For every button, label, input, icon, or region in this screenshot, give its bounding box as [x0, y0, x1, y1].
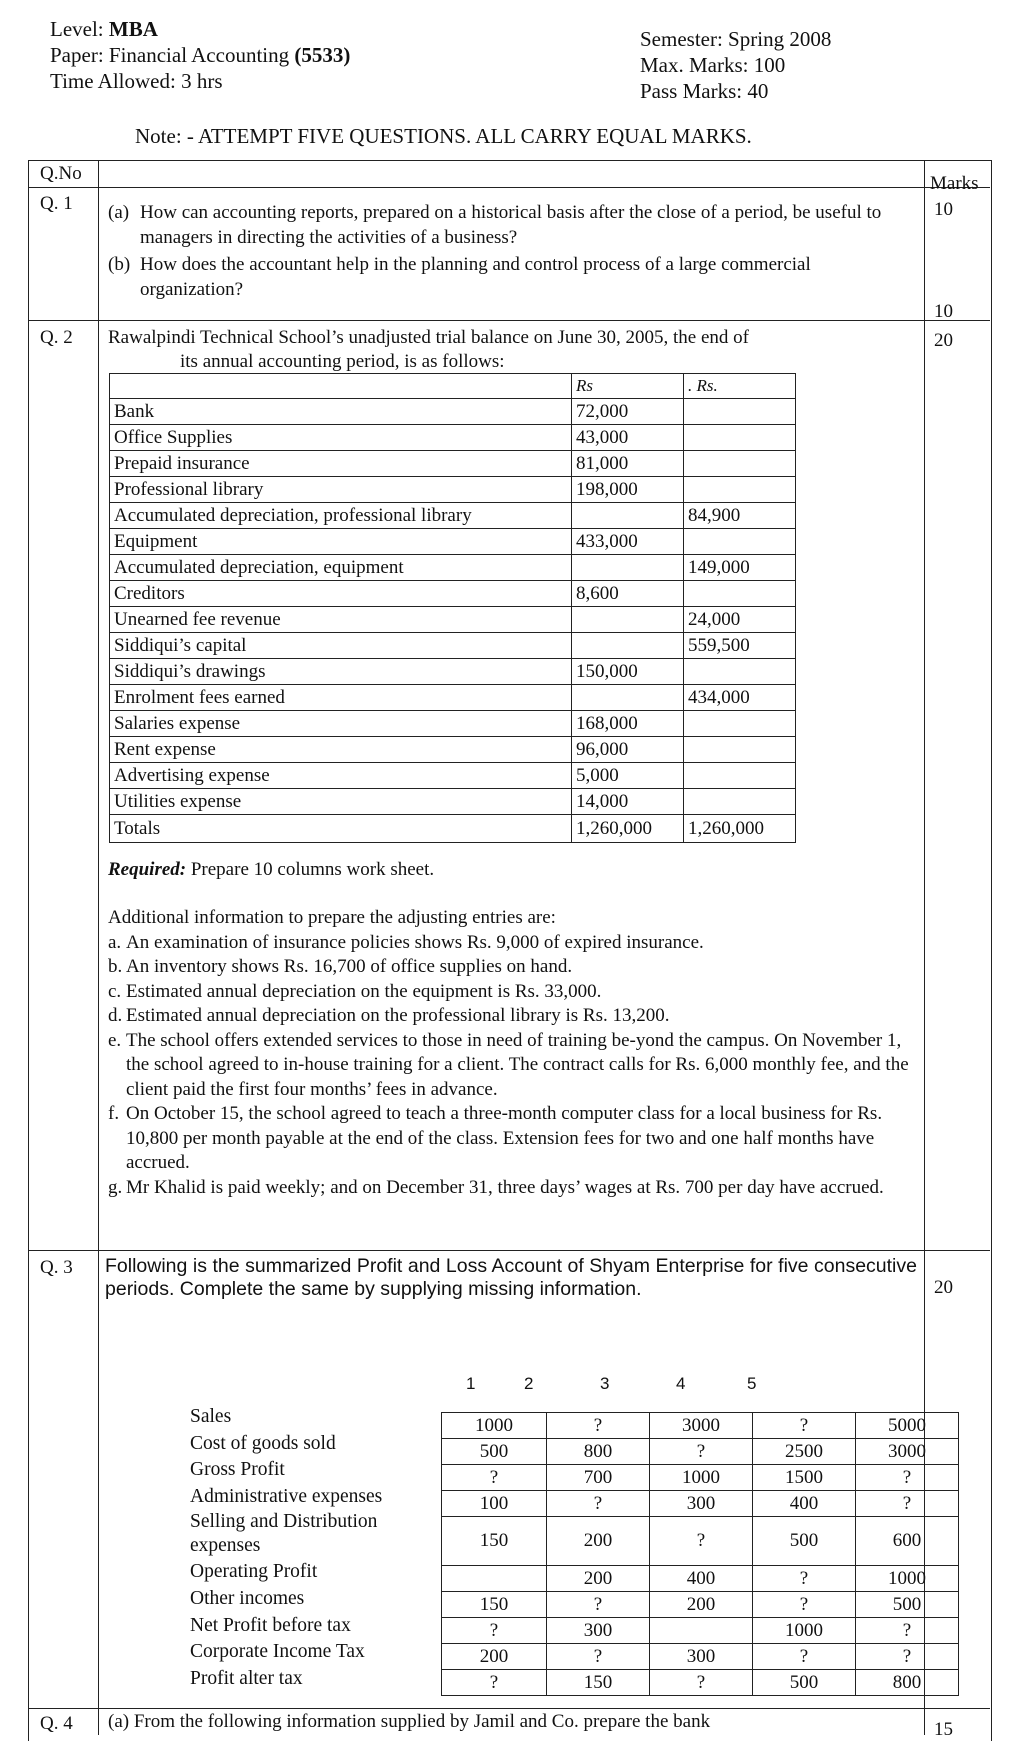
pl-cell: 5000 [856, 1413, 959, 1439]
pl-cell: 1000 [753, 1618, 856, 1644]
q1-marks-b: 10 [934, 301, 953, 322]
adjustment-item: a. An examination of insurance policies shows Rs. 9,000 of expired insurance. [108, 931, 704, 953]
pl-row [442, 1592, 959, 1618]
account-name: Utilities expense [110, 789, 572, 815]
adjustment-item: e. The school offers extended services to those in need of training be-yond the campus. On November 1, the school agreed to in-house training for a client. The contract calls for Rs. 6,000 monthly fee, and the client paid the first four months’ fees in advance. [108, 1029, 909, 1100]
pl-cell: ? [856, 1644, 959, 1670]
credit-amount [684, 425, 796, 451]
account-name: Creditors [110, 581, 572, 607]
credit-amount: 149,000 [684, 555, 796, 581]
trial-balance-row [110, 581, 796, 607]
pl-cell: ? [442, 1670, 547, 1696]
pl-cell: 150 [442, 1592, 547, 1618]
q1-item-a: (a) How can accounting reports, prepared on a historical basis after the close of a period, be useful to managers in directing the activities of a business? [108, 202, 882, 248]
credit-amount: 434,000 [684, 685, 796, 711]
account-name: Enrolment fees earned [110, 685, 572, 711]
pl-cell: 700 [547, 1465, 650, 1491]
paper-code: (5533) [294, 43, 351, 67]
debit-amount: 433,000 [572, 529, 684, 555]
pl-cell: 200 [442, 1644, 547, 1670]
pl-cell: 100 [442, 1491, 547, 1517]
account-name: Siddiqui’s drawings [110, 659, 572, 685]
credit-amount [684, 789, 796, 815]
pl-row-label: Selling and Distribution expenses [190, 1511, 378, 1557]
q2-marks: 20 [934, 330, 953, 351]
paper-header-left [50, 16, 350, 94]
pl-cell: ? [856, 1465, 959, 1491]
qno-divider [98, 160, 99, 1735]
pl-row-label: Profit alter tax [190, 1667, 303, 1689]
pl-row [442, 1670, 959, 1696]
account-name: Siddiqui’s capital [110, 633, 572, 659]
credit-amount [684, 529, 796, 555]
pl-row [442, 1439, 959, 1465]
marks-header: Marks [930, 173, 979, 194]
credit-amount [684, 581, 796, 607]
debit-amount: 14,000 [572, 789, 684, 815]
pl-row-label: Operating Profit [190, 1561, 318, 1583]
pl-cell: 3000 [856, 1439, 959, 1465]
credit-amount [684, 763, 796, 789]
trial-balance-totals [110, 815, 796, 843]
pl-cell: 3000 [650, 1413, 753, 1439]
pl-cell: ? [547, 1644, 650, 1670]
adjustment-item: g. Mr Khalid is paid weekly; and on December 31, three days’ wages at Rs. 700 per day have accrued. [108, 1176, 884, 1198]
pl-row [442, 1491, 959, 1517]
q1-item-b: (b) How does the accountant help in the planning and control process of a large commercial organization? [108, 254, 811, 300]
pl-row [442, 1517, 959, 1566]
pl-cell: 500 [753, 1670, 856, 1696]
pl-row [442, 1644, 959, 1670]
credit-amount [684, 451, 796, 477]
account-name: Rent expense [110, 737, 572, 763]
pl-cell: 600 [856, 1517, 959, 1566]
pl-cell: ? [442, 1618, 547, 1644]
debit-total: 1,260,000 [572, 815, 684, 843]
pl-cell: ? [753, 1566, 856, 1592]
credit-amount [684, 711, 796, 737]
trial-balance-header [110, 374, 796, 399]
credit-total: 1,260,000 [684, 815, 796, 843]
adjustment-item: f. On October 15, the school agreed to teach a three-month computer class for a local business for Rs. 10,800 per month payable at the end of the class. Extension fees for two and one half months have accrued. [108, 1103, 883, 1173]
pl-cell: 1000 [856, 1566, 959, 1592]
debit-amount [572, 503, 684, 529]
pl-cell: 150 [547, 1670, 650, 1696]
credit-header: . Rs. [684, 374, 796, 399]
q3-intro: Following is the summarized Profit and Loss Account of Shyam Enterprise for five consecutive periods. Complete the same by supplying missing information. [105, 1255, 917, 1300]
pl-cell: ? [753, 1413, 856, 1439]
trial-balance-row [110, 789, 796, 815]
pl-row [442, 1413, 959, 1439]
pl-cell: 500 [442, 1439, 547, 1465]
pl-cell: ? [753, 1644, 856, 1670]
pl-row [442, 1618, 959, 1644]
period-header: 2 [524, 1374, 534, 1393]
time-allowed: Time Allowed: 3 hrs [50, 69, 223, 93]
trial-balance-row [110, 477, 796, 503]
profit-loss-table [441, 1412, 959, 1696]
pl-row-labels [190, 1404, 430, 1692]
period-header: 5 [747, 1374, 757, 1393]
pl-cell: ? [856, 1618, 959, 1644]
pl-cell: ? [442, 1465, 547, 1491]
pl-cell: 150 [442, 1517, 547, 1566]
q4-marks: 15 [934, 1719, 953, 1740]
debit-amount: 5,000 [572, 763, 684, 789]
credit-amount: 84,900 [684, 503, 796, 529]
debit-amount: 8,600 [572, 581, 684, 607]
qno-header: Q.No [40, 163, 82, 184]
trial-balance-row [110, 503, 796, 529]
account-name: Accumulated depreciation, professional library [110, 503, 572, 529]
account-name: Bank [110, 399, 572, 425]
pl-cell: ? [650, 1670, 753, 1696]
debit-amount: 198,000 [572, 477, 684, 503]
account-name: Prepaid insurance [110, 451, 572, 477]
q1-divider [28, 320, 990, 321]
debit-amount [572, 555, 684, 581]
q2-number: Q. 2 [40, 327, 73, 348]
adjustment-item: c. Estimated annual depreciation on the equipment is Rs. 33,000. [108, 980, 602, 1002]
trial-balance-row [110, 555, 796, 581]
q1-marks-a: 10 [934, 199, 953, 220]
account-name: Equipment [110, 529, 572, 555]
pl-cell: ? [547, 1592, 650, 1618]
account-name: Salaries expense [110, 711, 572, 737]
credit-amount: 24,000 [684, 607, 796, 633]
q1-items [108, 200, 918, 304]
credit-amount [684, 399, 796, 425]
period-header: 3 [600, 1374, 610, 1393]
q1-number: Q. 1 [40, 193, 73, 214]
adjustment-item: b. An inventory shows Rs. 16,700 of office supplies on hand. [108, 956, 573, 977]
pl-row [442, 1465, 959, 1491]
level-line: Level: MBA [50, 17, 158, 41]
debit-amount [572, 633, 684, 659]
pl-cell: 1000 [650, 1465, 753, 1491]
max-marks: Max. Marks: 100 [640, 53, 786, 77]
pl-cell: 500 [753, 1517, 856, 1566]
q3-divider [28, 1708, 990, 1709]
level-value: MBA [108, 17, 158, 41]
trial-balance-row [110, 711, 796, 737]
trial-balance-row [110, 633, 796, 659]
pl-cell: 400 [650, 1566, 753, 1592]
account-name: Office Supplies [110, 425, 572, 451]
q2-intro: Rawalpindi Technical School’s unadjusted trial balance on June 30, 2005, the end of its annual accounting period, is as follows: [108, 327, 749, 372]
pl-cell: ? [856, 1491, 959, 1517]
adjustment-item: d. Estimated annual depreciation on the professional library is Rs. 13,200. [108, 1005, 670, 1026]
trial-balance-row [110, 659, 796, 685]
trial-balance-row [110, 529, 796, 555]
debit-amount: 81,000 [572, 451, 684, 477]
debit-amount: 150,000 [572, 659, 684, 685]
pass-marks: Pass Marks: 40 [640, 79, 769, 103]
pl-row [442, 1566, 959, 1592]
account-name: Professional library [110, 477, 572, 503]
period-header: 4 [676, 1374, 686, 1393]
pl-cell: 200 [547, 1566, 650, 1592]
pl-cell: 800 [856, 1670, 959, 1696]
debit-amount: 43,000 [572, 425, 684, 451]
header-row-divider [28, 187, 990, 188]
pl-row-label: Net Profit before tax [190, 1614, 351, 1636]
trial-balance-row [110, 763, 796, 789]
pl-cell: 400 [753, 1491, 856, 1517]
additional-info: Additional information to prepare the adjusting entries are: [108, 907, 556, 928]
trial-balance-row [110, 399, 796, 425]
pl-row-label: Other incomes [190, 1587, 305, 1609]
pl-cell: 200 [547, 1517, 650, 1566]
debit-header: Rs [572, 374, 684, 399]
exam-note: Note: - ATTEMPT FIVE QUESTIONS. ALL CARRY EQUAL MARKS. [135, 124, 752, 148]
q4-text: (a) From the following information supplied by Jamil and Co. prepare the bank [108, 1711, 711, 1732]
debit-amount: 168,000 [572, 711, 684, 737]
credit-amount: 559,500 [684, 633, 796, 659]
trial-balance-table [109, 373, 796, 843]
q3-number: Q. 3 [40, 1257, 73, 1278]
pl-row-label: Gross Profit [190, 1459, 285, 1481]
period-header: 1 [466, 1374, 476, 1393]
pl-cell: 300 [547, 1618, 650, 1644]
pl-cell: 800 [547, 1439, 650, 1465]
q4-number: Q. 4 [40, 1713, 73, 1734]
trial-balance-row [110, 451, 796, 477]
pl-cell: ? [650, 1517, 753, 1566]
pl-cell: 1500 [753, 1465, 856, 1491]
pl-row-label: Corporate Income Tax [190, 1641, 365, 1663]
q2-adjustments [108, 906, 928, 1200]
pl-cell: ? [547, 1491, 650, 1517]
pl-cell: ? [650, 1439, 753, 1465]
pl-cell [650, 1618, 753, 1644]
pl-cell: 500 [856, 1592, 959, 1618]
paper-line: Paper: Financial Accounting (5533) [50, 43, 351, 67]
pl-cell: 300 [650, 1644, 753, 1670]
pl-cell: 200 [650, 1592, 753, 1618]
debit-amount: 72,000 [572, 399, 684, 425]
pl-cell: 300 [650, 1491, 753, 1517]
debit-amount: 96,000 [572, 737, 684, 763]
paper-header-right [640, 26, 831, 104]
pl-cell: ? [547, 1413, 650, 1439]
trial-balance-row [110, 685, 796, 711]
trial-balance-row [110, 425, 796, 451]
pl-row-label: Cost of goods sold [190, 1432, 336, 1454]
account-name: Accumulated depreciation, equipment [110, 555, 572, 581]
trial-balance-row [110, 737, 796, 763]
pl-cell [442, 1566, 547, 1592]
account-name: Advertising expense [110, 763, 572, 789]
q3-marks: 20 [934, 1277, 953, 1298]
debit-amount [572, 685, 684, 711]
pl-cell: 1000 [442, 1413, 547, 1439]
credit-amount [684, 659, 796, 685]
debit-amount [572, 607, 684, 633]
q2-required: Required: Prepare 10 columns work sheet. [108, 859, 435, 880]
pl-row-label: Administrative expenses [190, 1485, 383, 1507]
q2-divider [28, 1250, 990, 1251]
pl-cell: 2500 [753, 1439, 856, 1465]
pl-row-label: Sales [190, 1406, 232, 1427]
pl-cell: ? [753, 1592, 856, 1618]
credit-amount [684, 737, 796, 763]
trial-balance-row [110, 607, 796, 633]
credit-amount [684, 477, 796, 503]
account-name: Unearned fee revenue [110, 607, 572, 633]
totals-label: Totals [110, 815, 572, 843]
semester: Semester: Spring 2008 [640, 27, 832, 51]
